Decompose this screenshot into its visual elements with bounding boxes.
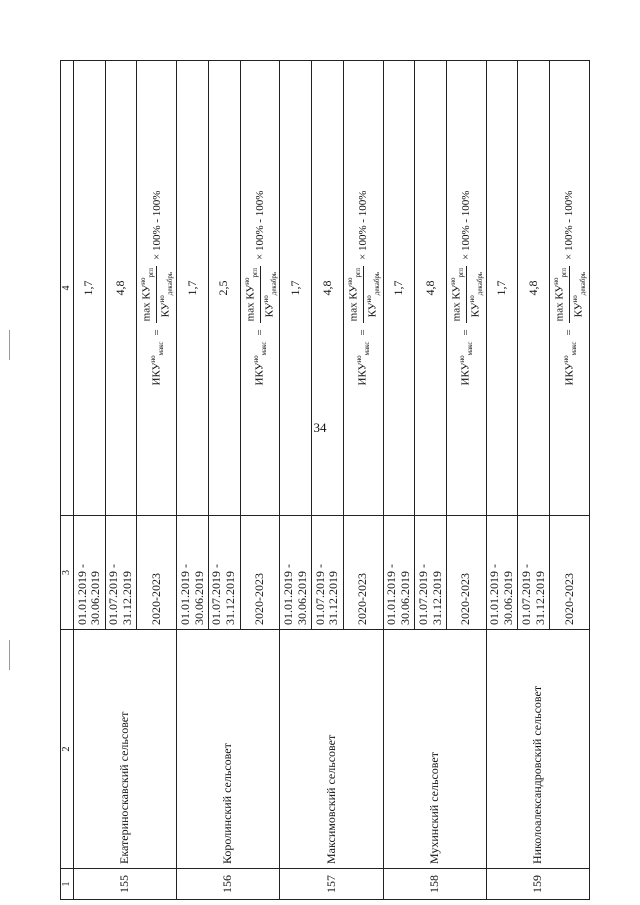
formula-cell (137, 61, 177, 516)
formula-denominator: $КУ^{но}_{декабрь}$ (467, 271, 484, 318)
period-cell: 01.01.2019 - 30.06.2019 (74, 516, 106, 630)
table-row (280, 61, 312, 900)
formula-fraction (449, 266, 484, 323)
value-cell: 4,8 (518, 61, 550, 516)
period-cell: 2020-2023 (137, 516, 177, 630)
period-cell: 2020-2023 (240, 516, 280, 630)
table-row (486, 61, 518, 900)
index-formula (346, 191, 381, 386)
formula-fraction (346, 266, 381, 323)
table-row (177, 61, 209, 900)
value-cell: 4,8 (105, 61, 137, 516)
period-cell: 01.01.2019 - 30.06.2019 (486, 516, 518, 630)
index-formula (449, 191, 484, 386)
header-col-3: 3 (61, 516, 74, 630)
formula-numerator: $\max КУ^{но}_{ргл}$ (243, 266, 261, 323)
period-cell: 2020-2023 (447, 516, 487, 630)
period-cell: 01.01.2019 - 30.06.2019 (383, 516, 415, 630)
index-formula (139, 191, 174, 386)
formula-tail: × 100% - 100% (356, 190, 369, 260)
period-cell: 2020-2023 (343, 516, 383, 630)
value-cell: 1,7 (74, 61, 106, 516)
formula-lhs: $ИКУ^{но}_{макс}$ (355, 341, 372, 386)
value-cell: 1,7 (383, 61, 415, 516)
formula-numerator: $\max КУ^{но}_{ргл}$ (552, 266, 570, 323)
value-cell: 4,8 (415, 61, 447, 516)
settlement-name: Екатериноскавский сельсовет (74, 630, 177, 869)
scan-edge-mark (9, 640, 10, 670)
value-cell: 4,8 (312, 61, 344, 516)
formula-tail: × 100% - 100% (150, 190, 163, 260)
header-col-4: 4 (61, 61, 74, 516)
period-cell: 01.07.2019 - 31.12.2019 (518, 516, 550, 630)
table-row (74, 61, 106, 900)
formula-equals: = (253, 329, 266, 336)
formula-cell (240, 61, 280, 516)
formula-numerator: $\max КУ^{но}_{ргл}$ (346, 266, 364, 323)
formula-equals: = (563, 329, 576, 336)
formula-denominator: $КУ^{но}_{декабрь}$ (261, 271, 278, 318)
settlement-name: Максимовский сельсовет (280, 630, 383, 869)
formula-lhs: $ИКУ^{но}_{макс}$ (148, 341, 165, 386)
header-col-1: 1 (61, 869, 74, 900)
formula-numerator: $\max КУ^{но}_{ргл}$ (139, 266, 157, 323)
value-cell: 2,5 (208, 61, 240, 516)
row-number: 158 (383, 869, 486, 900)
settlement-name: Мухинский сельсовет (383, 630, 486, 869)
settlement-name: Королинский сельсовет (177, 630, 280, 869)
tariff-table (60, 60, 590, 900)
period-cell: 01.07.2019 - 31.12.2019 (312, 516, 344, 630)
formula-cell (447, 61, 487, 516)
formula-fraction (552, 266, 587, 323)
period-cell: 01.07.2019 - 31.12.2019 (208, 516, 240, 630)
formula-tail: × 100% - 100% (460, 190, 473, 260)
row-number: 159 (486, 869, 589, 900)
period-cell: 01.01.2019 - 30.06.2019 (280, 516, 312, 630)
formula-lhs: $ИКУ^{но}_{макс}$ (252, 341, 268, 386)
period-cell: 01.01.2019 - 30.06.2019 (177, 516, 209, 630)
scan-edge-mark (9, 330, 10, 360)
header-row (61, 61, 74, 900)
formula-fraction (243, 266, 278, 323)
index-formula (552, 191, 587, 386)
page-number: 34 (313, 420, 327, 435)
value-cell: 1,7 (177, 61, 209, 516)
formula-tail: × 100% - 100% (563, 190, 576, 260)
formula-denominator: $КУ^{но}_{декабрь}$ (158, 271, 175, 318)
header-col-2: 2 (61, 630, 74, 869)
formula-cell (343, 61, 383, 516)
formula-equals: = (356, 329, 369, 336)
formula-lhs: $ИКУ^{но}_{макс}$ (458, 341, 475, 386)
index-formula (243, 191, 278, 386)
formula-denominator: $КУ^{но}_{декабрь}$ (364, 271, 381, 318)
row-number: 156 (177, 869, 280, 900)
formula-denominator: $КУ^{но}_{декабрь}$ (571, 271, 587, 318)
formula-tail: × 100% - 100% (253, 190, 266, 260)
period-cell: 01.07.2019 - 31.12.2019 (105, 516, 137, 630)
formula-equals: = (150, 329, 163, 336)
settlement-name: Николоалександровский сельсовет (486, 630, 589, 869)
period-cell: 2020-2023 (550, 516, 590, 630)
formula-numerator: $\max КУ^{но}_{ргл}$ (449, 266, 467, 323)
formula-cell (550, 61, 590, 516)
value-cell: 1,7 (486, 61, 518, 516)
row-number: 155 (74, 869, 177, 900)
period-cell: 01.07.2019 - 31.12.2019 (415, 516, 447, 630)
table-row (383, 61, 415, 900)
formula-equals: = (460, 329, 473, 336)
formula-fraction (139, 266, 174, 323)
value-cell: 1,7 (280, 61, 312, 516)
rotated-table-container (60, 60, 590, 900)
row-number: 157 (280, 869, 383, 900)
formula-lhs: $ИКУ^{но}_{макс}$ (561, 341, 578, 386)
